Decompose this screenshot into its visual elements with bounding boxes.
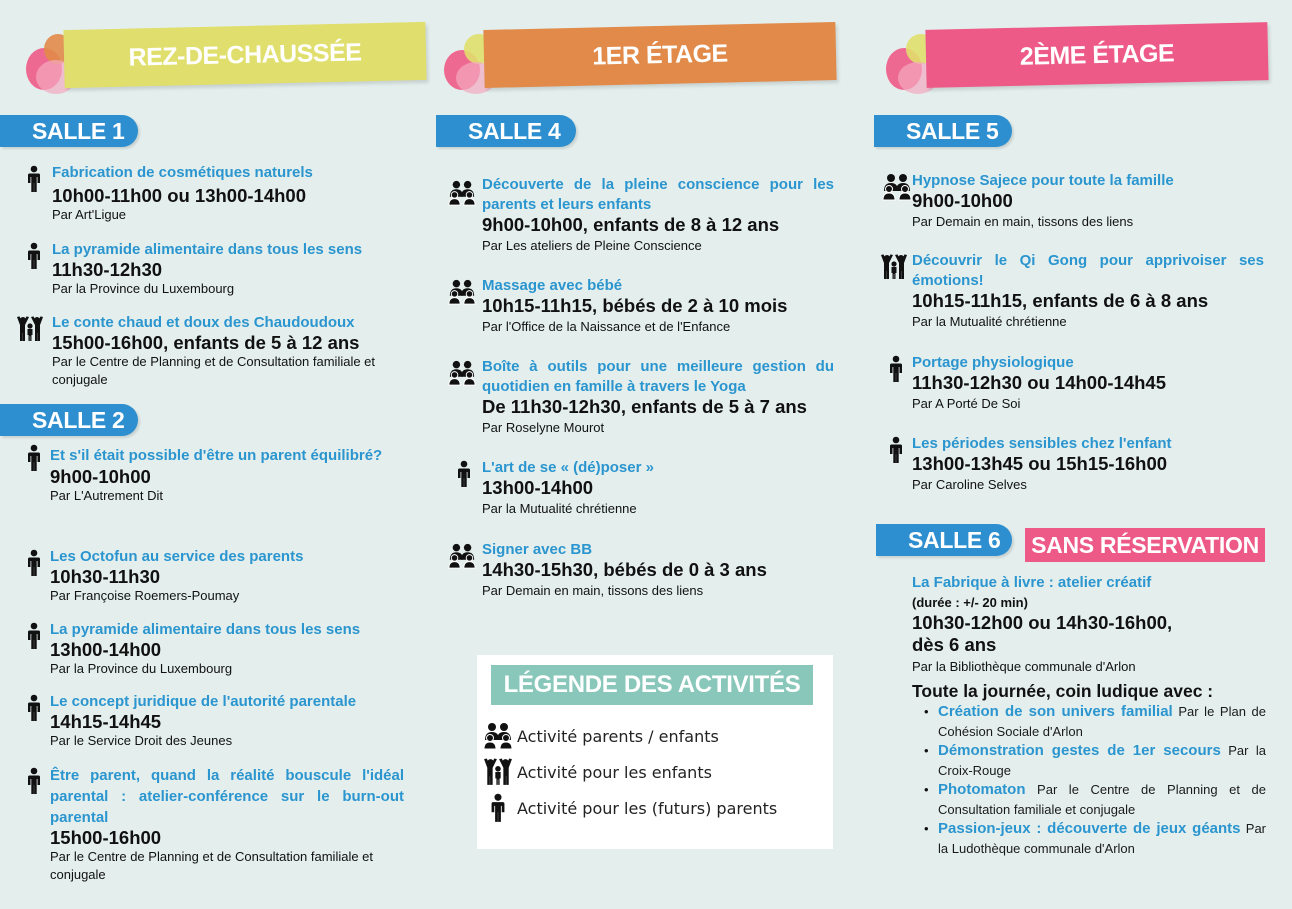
activity-organizer: Par la Mutualité chrétienne — [482, 501, 637, 516]
activity-item — [20, 442, 410, 505]
legend-row-children — [483, 757, 712, 787]
activity-title: Le conte chaud et doux des Chaudoudoux — [52, 314, 355, 331]
activity-time: 14h30-15h30, bébés de 0 à 3 ans — [482, 559, 767, 580]
children-icon — [483, 757, 513, 787]
activity-item — [20, 240, 412, 298]
activity-title: Portage physiologique — [912, 354, 1074, 371]
activity-time: 15h00-16h00, enfants de 5 à 12 ans — [52, 332, 360, 353]
activity-title: La pyramide alimentaire dans tous les sens — [52, 241, 363, 258]
activity-item — [448, 276, 834, 336]
activity-item — [20, 620, 410, 678]
parents-children-icon — [448, 278, 476, 306]
parents-children-icon — [448, 359, 476, 387]
activity-item — [448, 458, 834, 518]
single-person-icon — [20, 694, 48, 722]
allday-heading: Toute la journée, coin ludique avec : — [912, 681, 1214, 701]
activity-title: Massage avec bébé — [482, 277, 623, 294]
activity-time: 10h30-12h00 ou 14h30-16h00, dès 6 ans — [912, 612, 1173, 655]
activity-item — [20, 765, 410, 884]
activity-time: 15h00-16h00 — [50, 827, 162, 848]
activity-item — [20, 163, 412, 224]
activity-organizer: Par le Centre de Planning et de Consultation familiale et conjugale — [50, 849, 374, 882]
floor-banner-second — [884, 18, 1282, 98]
activity-organizer: Par Demain en main, tissons des liens — [912, 214, 1134, 229]
salle-5-tab: SALLE 5 — [874, 115, 1012, 147]
activity-item — [448, 175, 834, 255]
activity-title: Signer avec BB — [482, 541, 593, 558]
floor-title: REZ-DE-CHAUSSÉE — [63, 22, 426, 88]
list-item: • Création de son univers familial Par le Plan de Cohésion Sociale d'Arlon — [918, 702, 1266, 741]
activity-title: Être parent, quand la réalité bouscule l'idéal parental : atelier-conférence sur le burn-out parental — [50, 767, 404, 826]
single-person-icon — [20, 767, 48, 795]
legend-label: Activité parents / enfants — [517, 726, 719, 746]
activity-organizer: Par la Mutualité chrétienne — [912, 314, 1067, 329]
legend-row-family — [483, 721, 719, 751]
activity-organizer: Par Art'Ligue — [52, 207, 127, 222]
activity-item — [16, 313, 412, 389]
activity-item — [882, 434, 1264, 494]
list-item: • Photomaton Par le Centre de Planning et de Consultation familiale et conjugale — [918, 780, 1266, 819]
activity-item — [20, 547, 410, 605]
legend-box — [477, 655, 833, 849]
activity-time: 10h30-11h30 — [50, 566, 161, 587]
single-person-icon — [450, 460, 478, 488]
legend-label: Activité pour les (futurs) parents — [517, 798, 778, 818]
children-icon — [880, 253, 908, 281]
floor-title: 1ER ÉTAGE — [483, 22, 836, 88]
floor-banner-first — [442, 18, 842, 98]
activity-time: 13h00-13h45 ou 15h15-16h00 — [912, 453, 1168, 474]
activity-title: Fabrication de cosmétiques naturels — [52, 164, 313, 181]
parents-children-icon — [448, 542, 476, 570]
activity-time: 11h30-12h30 ou 14h00-14h45 — [912, 372, 1167, 393]
salle6-allday — [912, 680, 1266, 858]
activity-time: 9h00-10h00 — [912, 190, 1013, 211]
activity-title: Les périodes sensibles chez l'enfant — [912, 435, 1172, 452]
activity-time: De 11h30-12h30, enfants de 5 à 7 ans — [482, 396, 807, 417]
activity-time: 9h00-10h00 — [50, 466, 151, 487]
salle-1-tab: SALLE 1 — [0, 115, 138, 147]
activity-time: 10h15-11h15, enfants de 6 à 8 ans — [912, 290, 1209, 311]
activity-title: La Fabrique à livre : atelier créatif — [912, 574, 1152, 591]
single-person-icon — [882, 436, 910, 464]
activity-title: La pyramide alimentaire dans tous les sens — [50, 621, 361, 638]
activity-organizer: Par le Service Droit des Jeunes — [50, 733, 233, 748]
activity-title: Hypnose Sajece pour toute la famille — [912, 172, 1174, 189]
single-person-icon — [882, 355, 910, 383]
single-person-icon — [20, 444, 48, 472]
activity-time: 10h00-11h00 ou 13h00-14h00 — [52, 185, 307, 206]
activity-title: Boîte à outils pour une meilleure gestion du quotidien en famille à travers le Yoga — [482, 358, 834, 395]
activity-organizer: Par la Province du Luxembourg — [52, 281, 235, 296]
activity-item — [448, 357, 834, 437]
activity-title: Découvrir le Qi Gong pour apprivoiser ses émotions! — [912, 252, 1264, 289]
salle-4-tab: SALLE 4 — [436, 115, 576, 147]
activity-title: L'art de se « (dé)poser » — [482, 459, 654, 476]
activity-organizer: Par la Bibliothèque communale d'Arlon — [912, 659, 1136, 674]
activity-organizer: Par A Porté De Soi — [912, 396, 1021, 411]
no-reservation-badge: SANS RÉSERVATION — [1025, 528, 1265, 562]
activity-item — [882, 171, 1264, 231]
activity-time: 13h00-14h00 — [50, 639, 162, 660]
activity-time: 14h15-14h45 — [50, 711, 162, 732]
activity-item — [448, 540, 834, 600]
activity-organizer: Par l'Office de la Naissance et de l'Enfance — [482, 319, 731, 334]
legend-title: LÉGENDE DES ACTIVITÉS — [491, 665, 813, 705]
floor-title: 2ÈME ÉTAGE — [925, 22, 1268, 88]
activity-item — [882, 353, 1264, 413]
activity-title: Le concept juridique de l'autorité parentale — [50, 693, 357, 710]
legend-label: Activité pour les enfants — [517, 762, 712, 782]
activity-item — [20, 692, 410, 750]
salle-6-tab: SALLE 6 — [876, 524, 1012, 556]
parents-children-icon — [882, 173, 912, 201]
activity-organizer: Par Les ateliers de Pleine Conscience — [482, 238, 702, 253]
single-person-icon — [483, 793, 513, 823]
activity-item — [880, 251, 1264, 331]
salle-2-tab: SALLE 2 — [0, 404, 138, 436]
legend-row-parents — [483, 793, 777, 823]
single-person-icon — [20, 165, 48, 193]
activity-duration: (durée : +/- 20 min) — [912, 595, 1028, 610]
activity-organizer: Par Françoise Roemers-Poumay — [50, 588, 240, 603]
floor-banner-ground — [22, 18, 412, 98]
activity-title: Les Octofun au service des parents — [50, 548, 304, 565]
parents-children-icon — [448, 179, 476, 207]
activity-time: 13h00-14h00 — [482, 477, 594, 498]
activity-organizer: Par le Centre de Planning et de Consultation familiale et conjugale — [52, 354, 376, 387]
single-person-icon — [20, 622, 48, 650]
single-person-icon — [20, 242, 48, 270]
activity-title: Et s'il était possible d'être un parent équilibré? — [50, 447, 383, 464]
activity-organizer: Par Demain en main, tissons des liens — [482, 583, 704, 598]
activity-organizer: Par la Province du Luxembourg — [50, 661, 233, 676]
activity-time: 9h00-10h00, enfants de 8 à 12 ans — [482, 214, 780, 235]
activity-organizer: Par Caroline Selves — [912, 477, 1027, 492]
activity-title: Découverte de la pleine conscience pour les parents et leurs enfants — [482, 176, 834, 213]
list-item: • Passion-jeux : découverte de jeux géants Par la Ludothèque communale d'Arlon — [918, 819, 1266, 858]
list-item: • Démonstration gestes de 1er secours Par la Croix-Rouge — [918, 741, 1266, 780]
parents-children-icon — [483, 721, 513, 751]
activity-organizer: Par Roselyne Mourot — [482, 420, 605, 435]
activity-organizer: Par L'Autrement Dit — [50, 488, 164, 503]
activity-time: 10h15-11h15, bébés de 2 à 10 mois — [482, 295, 788, 316]
allday-list — [918, 702, 1266, 858]
children-icon — [16, 315, 44, 343]
single-person-icon — [20, 549, 48, 577]
salle6-workshop — [912, 573, 1266, 676]
activity-time: 11h30-12h30 — [52, 259, 163, 280]
